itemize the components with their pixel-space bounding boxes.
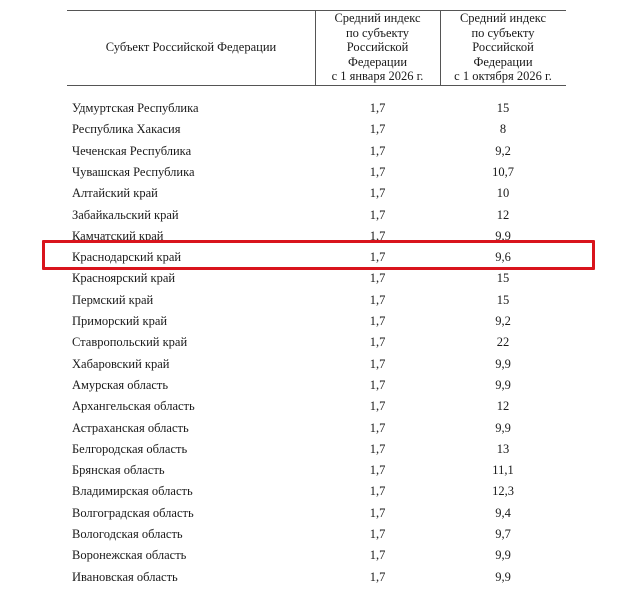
table-row xyxy=(0,545,618,566)
index-january: 1,7 xyxy=(369,271,386,286)
index-january: 1,7 xyxy=(369,420,386,435)
index-january: 1,7 xyxy=(369,548,386,563)
index-october: 10 xyxy=(496,186,510,201)
region-name: Чеченская Республика xyxy=(72,143,192,158)
index-january: 1,7 xyxy=(369,207,386,222)
table-row xyxy=(0,418,618,439)
table-header-bottom-rule xyxy=(67,85,566,86)
index-october: 13 xyxy=(496,441,510,456)
header-subject-label: Субъект Российской Федерации xyxy=(105,40,277,55)
index-january: 1,7 xyxy=(369,292,386,307)
region-name: Брянская область xyxy=(72,463,165,478)
index-january: 1,7 xyxy=(369,569,386,584)
region-name: Чувашская Республика xyxy=(72,164,195,179)
index-january: 1,7 xyxy=(369,356,386,371)
table-row xyxy=(0,311,618,332)
index-october: 9,9 xyxy=(495,420,511,435)
index-october: 9,2 xyxy=(495,143,511,158)
region-name: Волгоградская область xyxy=(72,505,194,520)
region-name: Амурская область xyxy=(72,377,169,392)
index-october: 9,7 xyxy=(495,527,511,541)
index-october: 9,4 xyxy=(495,505,511,520)
table-row xyxy=(0,439,618,460)
region-name: Приморский край xyxy=(72,314,168,328)
region-name: Хабаровский край xyxy=(72,356,170,371)
index-january: 1,7 xyxy=(369,164,386,179)
index-january: 1,7 xyxy=(369,527,386,541)
table-row xyxy=(0,162,618,183)
index-october: 12 xyxy=(496,207,510,222)
table-row xyxy=(0,396,618,417)
table-row xyxy=(0,354,618,375)
region-name: Астраханская область xyxy=(72,420,189,435)
table-row xyxy=(0,503,618,524)
index-january: 1,7 xyxy=(369,250,386,265)
table-row xyxy=(0,460,618,481)
index-january: 1,7 xyxy=(369,122,386,137)
region-name: Камчатский край xyxy=(72,228,164,243)
index-january: 1,7 xyxy=(369,484,386,499)
region-name: Удмуртская Республика xyxy=(72,101,199,115)
index-january: 1,7 xyxy=(369,101,386,115)
table-row xyxy=(0,98,618,119)
region-name: Архангельская область xyxy=(72,399,195,414)
index-january: 1,7 xyxy=(369,186,386,201)
index-january: 1,7 xyxy=(369,143,386,158)
table-row xyxy=(0,226,618,247)
region-name: Ивановская область xyxy=(72,569,178,584)
header-index-january xyxy=(315,10,440,85)
index-october: 11,1 xyxy=(492,463,514,478)
region-name: Краснодарский край xyxy=(72,250,182,265)
index-january: 1,7 xyxy=(369,377,386,392)
index-october: 9,9 xyxy=(495,548,511,563)
index-january: 1,7 xyxy=(369,463,386,478)
region-name: Пермский край xyxy=(72,292,154,307)
table-row xyxy=(0,205,618,226)
region-name: Забайкальский край xyxy=(72,207,179,222)
index-october: 15 xyxy=(496,101,510,115)
table-row xyxy=(0,332,618,353)
table-row xyxy=(0,119,618,140)
index-october: 15 xyxy=(496,271,510,286)
table-row-highlighted xyxy=(0,247,618,268)
header-index-october xyxy=(440,10,566,85)
region-name: Ставропольский край xyxy=(72,335,188,350)
region-name: Алтайский край xyxy=(72,186,158,201)
index-october: 9,9 xyxy=(495,377,511,392)
index-january: 1,7 xyxy=(369,441,386,456)
index-january: 1,7 xyxy=(369,505,386,520)
table-row xyxy=(0,481,618,502)
index-october: 9,9 xyxy=(495,228,511,243)
index-october: 22 xyxy=(496,335,510,350)
index-october: 9,2 xyxy=(495,314,511,328)
table-row xyxy=(0,524,618,545)
table-row xyxy=(0,567,618,588)
table-row xyxy=(0,375,618,396)
table-row xyxy=(0,141,618,162)
table-row xyxy=(0,183,618,204)
index-october: 12 xyxy=(496,399,510,414)
region-name: Вологодская область xyxy=(72,527,183,541)
index-october: 15 xyxy=(496,292,510,307)
index-january: 1,7 xyxy=(369,228,386,243)
region-name: Республика Хакасия xyxy=(72,122,181,137)
header-subject xyxy=(67,10,315,85)
index-october: 8 xyxy=(499,122,507,137)
header-index-october-label: Средний индекс по субъекту Российской Федерации с 1 октября 2026 г. xyxy=(454,11,552,84)
header-index-january-label: Средний индекс по субъекту Российской Федерации с 1 января 2026 г. xyxy=(331,11,424,84)
index-october: 9,9 xyxy=(495,356,511,371)
region-name: Владимирская область xyxy=(72,484,193,499)
table-row xyxy=(0,290,618,311)
index-january: 1,7 xyxy=(369,399,386,414)
index-october: 9,9 xyxy=(495,569,511,584)
region-name: Белгородская область xyxy=(72,441,188,456)
index-october: 12,3 xyxy=(492,484,514,499)
index-january: 1,7 xyxy=(369,335,386,350)
table-row xyxy=(0,268,618,289)
index-january: 1,7 xyxy=(369,314,386,328)
index-october: 9,6 xyxy=(495,250,511,265)
index-october: 10,7 xyxy=(492,164,514,179)
region-name: Красноярский край xyxy=(72,271,176,286)
region-name: Воронежская область xyxy=(72,548,187,563)
